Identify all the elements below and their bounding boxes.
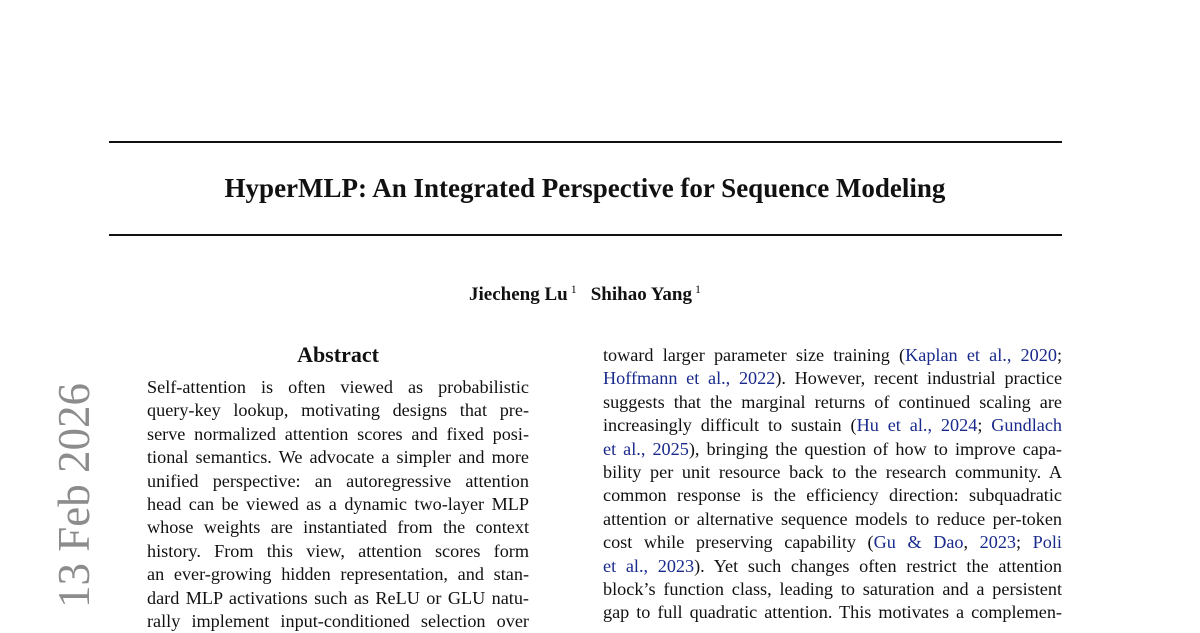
citation-link[interactable]: et al., 2025	[603, 438, 689, 459]
citation-link[interactable]: 2023	[979, 532, 1017, 553]
body-text-segment: attention or alternative sequence models to reduce per-token	[603, 508, 1062, 529]
arxiv-date-stamp: 13 Feb 2026	[49, 383, 99, 608]
body-line	[603, 484, 1062, 507]
abstract-line: rally implement input-conditioned selection over	[147, 610, 529, 631]
body-text-segment: ;	[1056, 345, 1062, 365]
body-text-segment: toward larger parameter size training (	[603, 345, 906, 365]
abstract-line: query-key lookup, motivating designs that pre-	[147, 400, 529, 421]
paper-title: HyperMLP: An Integrated Perspective for Sequence Modeling	[224, 173, 946, 203]
affiliation-mark: 1	[694, 282, 701, 296]
body-text-segment: bility per unit resource back to the research community. A	[603, 461, 1062, 482]
abstract-line: unified perspective: an autoregressive attention	[147, 470, 529, 491]
abstract-text	[147, 376, 529, 633]
abstract-heading: Abstract	[297, 342, 379, 367]
citation-link[interactable]: Poli	[1032, 532, 1062, 553]
author	[591, 275, 701, 309]
body-line	[603, 578, 1062, 601]
body-line	[603, 414, 1062, 437]
abstract-line: dard MLP activations such as ReLU or GLU natu-	[147, 587, 529, 608]
body-text-segment: increasingly difficult to sustain (	[603, 415, 857, 436]
title-rule-bottom	[109, 234, 1062, 236]
abstract-line: history. From this view, attention scores form	[147, 540, 529, 561]
abstract-line: head can be viewed as a dynamic two-layer MLP	[147, 493, 529, 514]
body-text-segment: block’s function class, leading to saturation and a persistent	[603, 578, 1062, 599]
author-list	[0, 275, 1185, 309]
body-line	[603, 344, 1062, 367]
body-line	[603, 555, 1062, 578]
affiliation-mark: 1	[570, 282, 577, 296]
body-text-segment: ). Yet such changes often restrict the attention	[694, 555, 1062, 576]
author-name: Jiecheng Lu	[469, 284, 568, 305]
abstract-line: whose weights are instantiated from the context	[147, 517, 529, 538]
body-line	[603, 391, 1062, 414]
body-line	[603, 461, 1062, 484]
body-line	[603, 601, 1062, 624]
body-line	[603, 531, 1062, 554]
citation-link[interactable]: Hoffmann et al., 2022	[603, 368, 776, 389]
citation-link[interactable]: Kaplan et al., 2020	[905, 345, 1057, 365]
body-text-segment: gap to full quadratic attention. This motivates a complemen-	[603, 602, 1062, 623]
abstract-line: tional semantics. We advocate a simpler and more	[147, 447, 529, 468]
abstract-line: serve normalized attention scores and fixed posi-	[147, 423, 529, 444]
citation-link[interactable]: Gu & Dao	[873, 532, 964, 553]
citation-link[interactable]: Gundlach	[991, 415, 1063, 436]
body-text-segment: cost while preserving capability (	[603, 532, 874, 553]
abstract-line: an ever-growing hidden representation, and stan-	[147, 564, 529, 585]
body-line	[603, 438, 1062, 461]
title-rule-top	[109, 141, 1062, 143]
body-text-segment: suggests that the marginal returns of continued scaling are	[603, 391, 1062, 412]
body-text-segment: ;	[977, 415, 992, 436]
body-text-segment: ;	[1016, 532, 1033, 553]
author	[469, 275, 577, 309]
citation-link[interactable]: Hu et al., 2024	[856, 415, 978, 436]
body-text-segment: ,	[963, 532, 980, 553]
body-text-segment: common response is the efficiency direction: subquadratic	[603, 485, 1062, 506]
body-text-segment: ), bringing the question of how to improve capa-	[688, 438, 1062, 459]
citation-link[interactable]: et al., 2023	[603, 555, 695, 576]
body-line	[603, 367, 1062, 390]
body-text-right-column	[603, 344, 1062, 625]
body-line	[603, 508, 1062, 531]
author-name: Shihao Yang	[590, 284, 692, 305]
body-text-segment: ). However, recent industrial practice	[775, 368, 1063, 389]
abstract-line: Self-attention is often viewed as probabilistic	[147, 377, 529, 397]
